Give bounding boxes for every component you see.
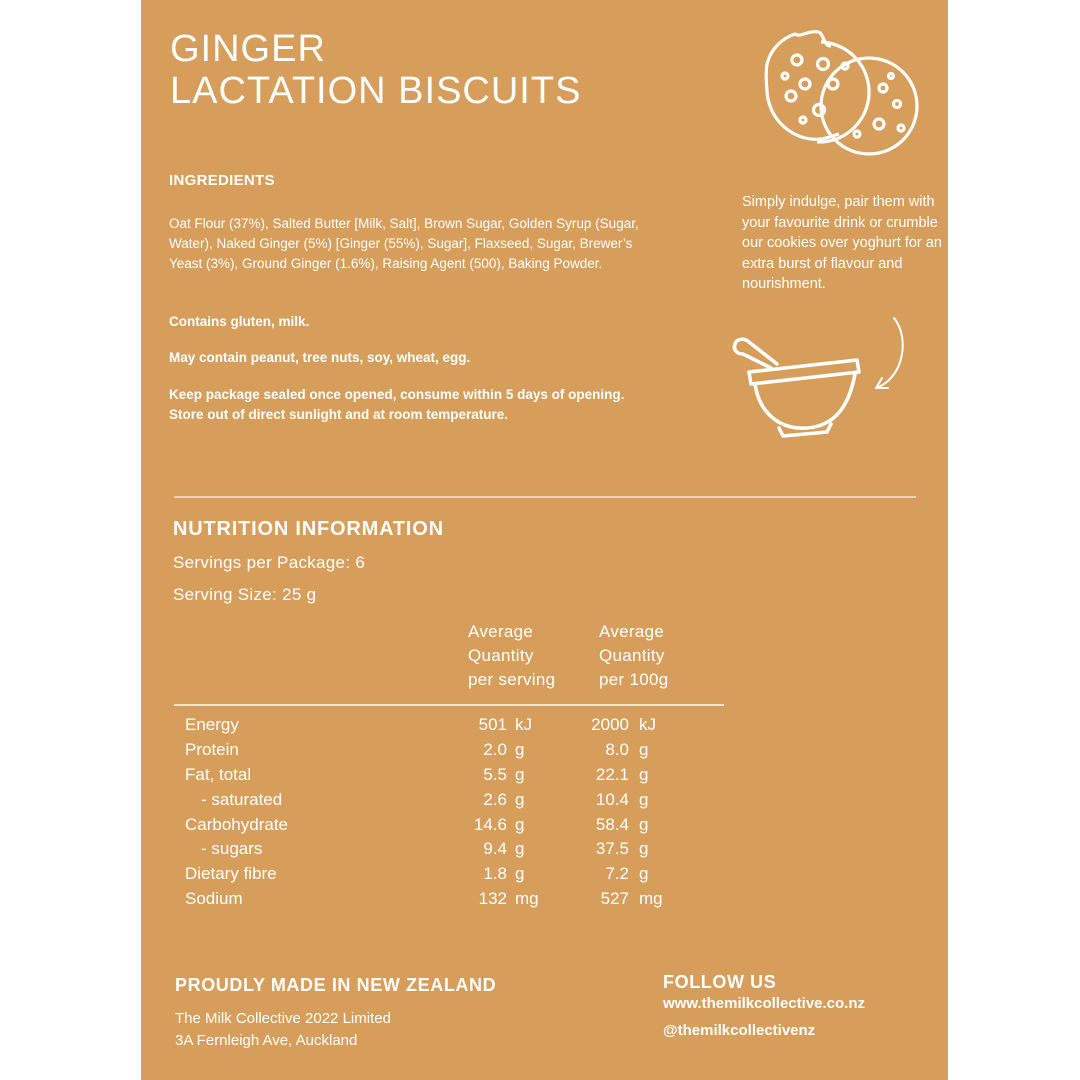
unit-per-100g: g [639, 740, 649, 760]
unit-per-100g: g [639, 864, 649, 884]
value-per-serving: 5.5 [483, 764, 507, 784]
value-per-serving: 132 [478, 888, 507, 908]
unit-per-100g: g [639, 764, 649, 784]
storage-instructions: Keep package sealed once opened, consume within 5 days of opening. Store out of direct sunlight and at room temperature. [169, 387, 625, 422]
value-per-serving: 9.4 [483, 839, 507, 859]
value-per-100g: 37.5 [595, 839, 629, 859]
col2-line: Quantity [599, 646, 665, 665]
unit-per-serving: g [515, 864, 525, 884]
curved-arrow-icon [866, 316, 916, 396]
nutrient-name: Carbohydrate [185, 814, 289, 834]
serving-size: Serving Size: 25 g [173, 585, 317, 604]
nutrition-table [185, 713, 707, 911]
mortar-bowl-icon [727, 332, 867, 442]
column-header-per-serving [468, 620, 555, 692]
social-handle[interactable]: @themilkcollectivenz [663, 1022, 816, 1039]
unit-per-serving: g [515, 814, 525, 834]
value-per-serving: 2.6 [483, 789, 507, 809]
nutrition-row [185, 812, 707, 837]
col2-line: Average [599, 622, 665, 641]
unit-per-serving: g [515, 740, 525, 760]
table-rule [174, 704, 724, 706]
allergen-may-contain: May contain peanut, tree nuts, soy, wheat, egg. [169, 350, 471, 365]
nutrient-name: - saturated [201, 789, 283, 809]
unit-per-100g: mg [639, 888, 663, 908]
nutrition-row [185, 887, 707, 912]
col1-line: per serving [468, 670, 556, 689]
nutrition-row [185, 787, 707, 812]
title-line-2: LACTATION BISCUITS [170, 70, 582, 112]
website-link[interactable]: www.themilkcollective.co.nz [663, 995, 866, 1012]
col2-line: per 100g [599, 670, 669, 689]
value-per-serving: 1.8 [483, 864, 507, 884]
made-in-heading: PROUDLY MADE IN NEW ZEALAND [175, 975, 497, 995]
unit-per-serving: g [515, 789, 525, 809]
cookies-icon [761, 24, 921, 164]
value-per-serving: 2.0 [483, 740, 507, 760]
nutrition-heading: NUTRITION INFORMATION [173, 518, 444, 540]
company-name: The Milk Collective 2022 Limited [175, 1010, 391, 1027]
column-header-per-100g [599, 620, 669, 692]
value-per-100g: 22.1 [595, 764, 629, 784]
company-address: 3A Fernleigh Ave, Auckland [175, 1032, 358, 1049]
col1-line: Average [468, 622, 534, 641]
nutrient-name: - sugars [201, 839, 263, 859]
unit-per-serving: mg [515, 888, 539, 908]
unit-per-serving: kJ [515, 715, 532, 735]
unit-per-100g: g [639, 814, 649, 834]
value-per-serving: 14.6 [473, 814, 507, 834]
unit-per-serving: g [515, 839, 525, 859]
unit-per-100g: g [639, 789, 649, 809]
value-per-100g: 7.2 [605, 864, 629, 884]
value-per-100g: 527 [600, 888, 629, 908]
nutrition-row [185, 713, 707, 738]
product-title [170, 28, 581, 112]
nutrient-name: Protein [185, 740, 239, 760]
nutrient-name: Fat, total [185, 764, 252, 784]
allergen-contains: Contains gluten, milk. [169, 314, 310, 329]
label-panel [141, 0, 948, 1080]
value-per-100g: 58.4 [595, 814, 629, 834]
nutrition-row [185, 738, 707, 763]
section-divider [174, 496, 916, 498]
value-per-serving: 501 [478, 715, 507, 735]
nutrition-row [185, 763, 707, 788]
title-line-1: GINGER [170, 28, 326, 70]
value-per-100g: 8.0 [605, 740, 629, 760]
unit-per-100g: g [639, 839, 649, 859]
value-per-100g: 10.4 [595, 789, 629, 809]
serving-tip: Simply indulge, pair them with your favourite drink or crumble our cookies over yoghurt for an extra burst of flavour and nourishment. [742, 194, 942, 292]
follow-heading: FOLLOW US [663, 972, 777, 992]
nutrient-name: Sodium [185, 888, 243, 908]
unit-per-serving: g [515, 764, 525, 784]
nutrient-name: Dietary fibre [185, 864, 277, 884]
unit-per-100g: kJ [639, 715, 656, 735]
col1-line: Quantity [468, 646, 534, 665]
nutrition-row [185, 862, 707, 887]
ingredients-heading: INGREDIENTS [169, 172, 275, 189]
value-per-100g: 2000 [591, 715, 629, 735]
nutrient-name: Energy [185, 715, 239, 735]
servings-per-package: Servings per Package: 6 [173, 553, 366, 572]
ingredients-list: Oat Flour (37%), Salted Butter [Milk, Salt], Brown Sugar, Golden Syrup (Sugar, Water), Naked Ginger (5%) [Ginger (55%), Sugar], Flaxseed, Sugar, Brewer’s Yeast (3%), Ground Ginger (1.6%), Raising Agent (500), Baking Powder. [169, 216, 639, 271]
nutrition-row [185, 837, 707, 862]
